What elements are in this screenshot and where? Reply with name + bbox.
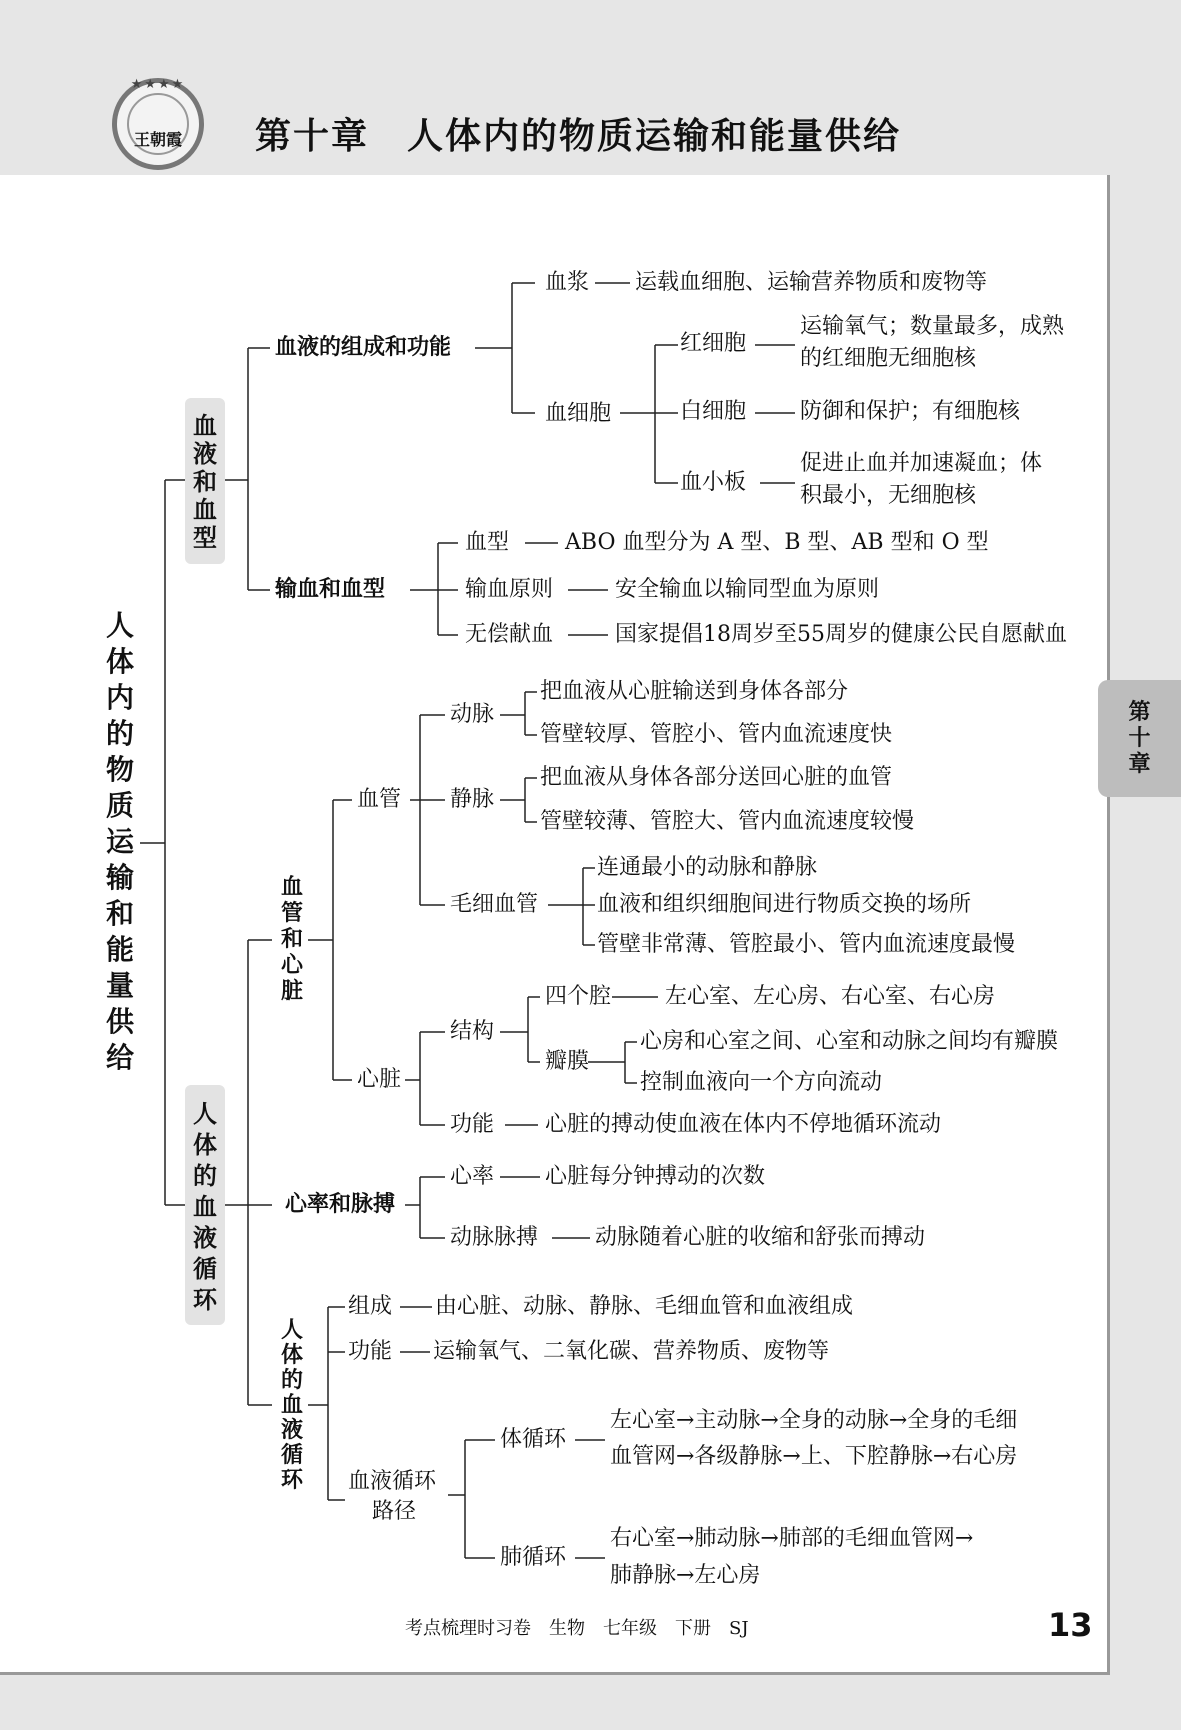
transfusion-label: 输血和血型 [275, 577, 386, 602]
heart-rate-desc: 心脏每分钟搏动的次数 [545, 1164, 766, 1189]
chapter-title: 第十章 人体内的物质运输和能量供给 [255, 116, 902, 157]
pulse-desc: 动脉随着心脏的收缩和舒张而搏动 [595, 1225, 926, 1250]
blood-cells-label: 血细胞 [545, 401, 612, 426]
rbc-label: 红细胞 [680, 331, 747, 356]
donation-label: 无偿献血 [465, 622, 554, 647]
capillary-desc-3: 管壁非常薄、管腔最小、管内血流速度最慢 [597, 932, 1016, 957]
capillary-desc-1: 连通最小的动脉和静脉 [597, 855, 818, 880]
logo-text: 王朝霞 [133, 130, 182, 149]
valves-desc-1: 心房和心室之间、心室和动脉之间均有瓣膜 [640, 1029, 1059, 1054]
heart-label: 心脏 [357, 1067, 402, 1092]
chambers-label: 四个腔 [545, 984, 612, 1009]
systemic-desc-1: 左心室→主动脉→全身的动脉→全身的毛细 [610, 1408, 1018, 1433]
circulation-path-label-2: 路径 [372, 1499, 417, 1524]
circulation-path-label-1: 血液循环 [348, 1469, 437, 1494]
wbc-desc: 防御和保护；有细胞核 [800, 399, 1021, 424]
heart-function-label: 功能 [450, 1112, 495, 1137]
platelet-desc-1: 促进止血并加速凝血；体 [800, 451, 1043, 476]
circulation-label: 人 体 的 血 液 循 环 [280, 1318, 303, 1493]
rate-pulse-label: 心率和脉搏 [285, 1192, 396, 1217]
vessels-heart-label: 血 管 和 心 脏 [280, 875, 303, 1004]
pulmonary-desc-2: 肺静脉→左心房 [610, 1563, 761, 1588]
composition-desc: 由心脏、动脉、静脉、毛细血管和血液组成 [435, 1294, 854, 1319]
valves-label: 瓣膜 [545, 1049, 590, 1074]
transfusion-principle-label: 输血原则 [465, 577, 554, 602]
systemic-label: 体循环 [500, 1427, 567, 1452]
platelet-label: 血小板 [680, 470, 747, 495]
heart-rate-label: 心率 [450, 1164, 495, 1189]
footer-text: 考点梳理时习卷 生物 七年级 下册 SJ [405, 1618, 749, 1639]
chambers-desc: 左心室、左心房、右心室、右心房 [665, 984, 996, 1009]
vein-desc-2: 管壁较薄、管腔大、管内血流速度较慢 [540, 809, 915, 834]
page-number: 13 [1048, 1606, 1093, 1644]
artery-desc-2: 管壁较厚、管腔小、管内血流速度快 [540, 722, 893, 747]
plasma-label: 血浆 [545, 270, 590, 295]
valves-desc-2: 控制血液向一个方向流动 [640, 1070, 883, 1095]
pulmonary-desc-1: 右心室→肺动脉→肺部的毛细血管网→ [610, 1526, 974, 1551]
blood-composition-label: 血液的组成和功能 [275, 335, 452, 360]
artery-desc-1: 把血液从心脏输送到身体各部分 [540, 679, 849, 704]
rbc-desc-2: 的红细胞无细胞核 [800, 346, 977, 371]
tab-char-1: 第 [1128, 700, 1151, 725]
plasma-desc: 运载血细胞、运输营养物质和废物等 [635, 270, 988, 295]
composition-label: 组成 [348, 1294, 393, 1319]
systemic-desc-2: 血管网→各级静脉→上、下腔静脉→右心房 [610, 1444, 1018, 1469]
logo-stars: ★★★★ [130, 77, 186, 92]
artery-label: 动脉 [450, 702, 495, 727]
tab-char-3: 章 [1128, 752, 1151, 777]
platelet-desc-2: 积最小，无细胞核 [800, 483, 977, 508]
pulse-label: 动脉脉搏 [450, 1225, 539, 1250]
structure-label: 结构 [450, 1019, 495, 1044]
vein-desc-1: 把血液从身体各部分送回心脏的血管 [540, 765, 893, 790]
section-blood-and-type: 血 液 和 血 型 [185, 398, 225, 564]
blood-type-label: 血型 [465, 530, 510, 555]
pulmonary-label: 肺循环 [500, 1545, 567, 1570]
heart-function-desc: 心脏的搏动使血液在体内不停地循环流动 [545, 1112, 942, 1137]
circulation-function-desc: 运输氧气、二氧化碳、营养物质、废物等 [433, 1339, 830, 1364]
rbc-desc-1: 运输氧气；数量最多，成熟 [800, 314, 1065, 339]
tab-char-2: 十 [1128, 726, 1151, 751]
circulation-function-label: 功能 [348, 1339, 393, 1364]
blood-type-desc: ABO 血型分为 A 型、B 型、AB 型和 O 型 [565, 530, 989, 555]
root-topic: 人 体 内 的 物 质 运 输 和 能 量 供 给 [105, 609, 134, 1074]
section-blood-circulation: 人 体 的 血 液 循 环 [185, 1085, 225, 1325]
capillary-desc-2: 血液和组织细胞间进行物质交换的场所 [597, 892, 972, 917]
wbc-label: 白细胞 [680, 399, 747, 424]
donation-desc: 国家提倡18周岁至55周岁的健康公民自愿献血 [615, 622, 1067, 647]
transfusion-principle-desc: 安全输血以输同型血为原则 [615, 577, 880, 602]
vessel-label: 血管 [357, 787, 402, 812]
capillary-label: 毛细血管 [450, 892, 539, 917]
vein-label: 静脉 [450, 787, 495, 812]
